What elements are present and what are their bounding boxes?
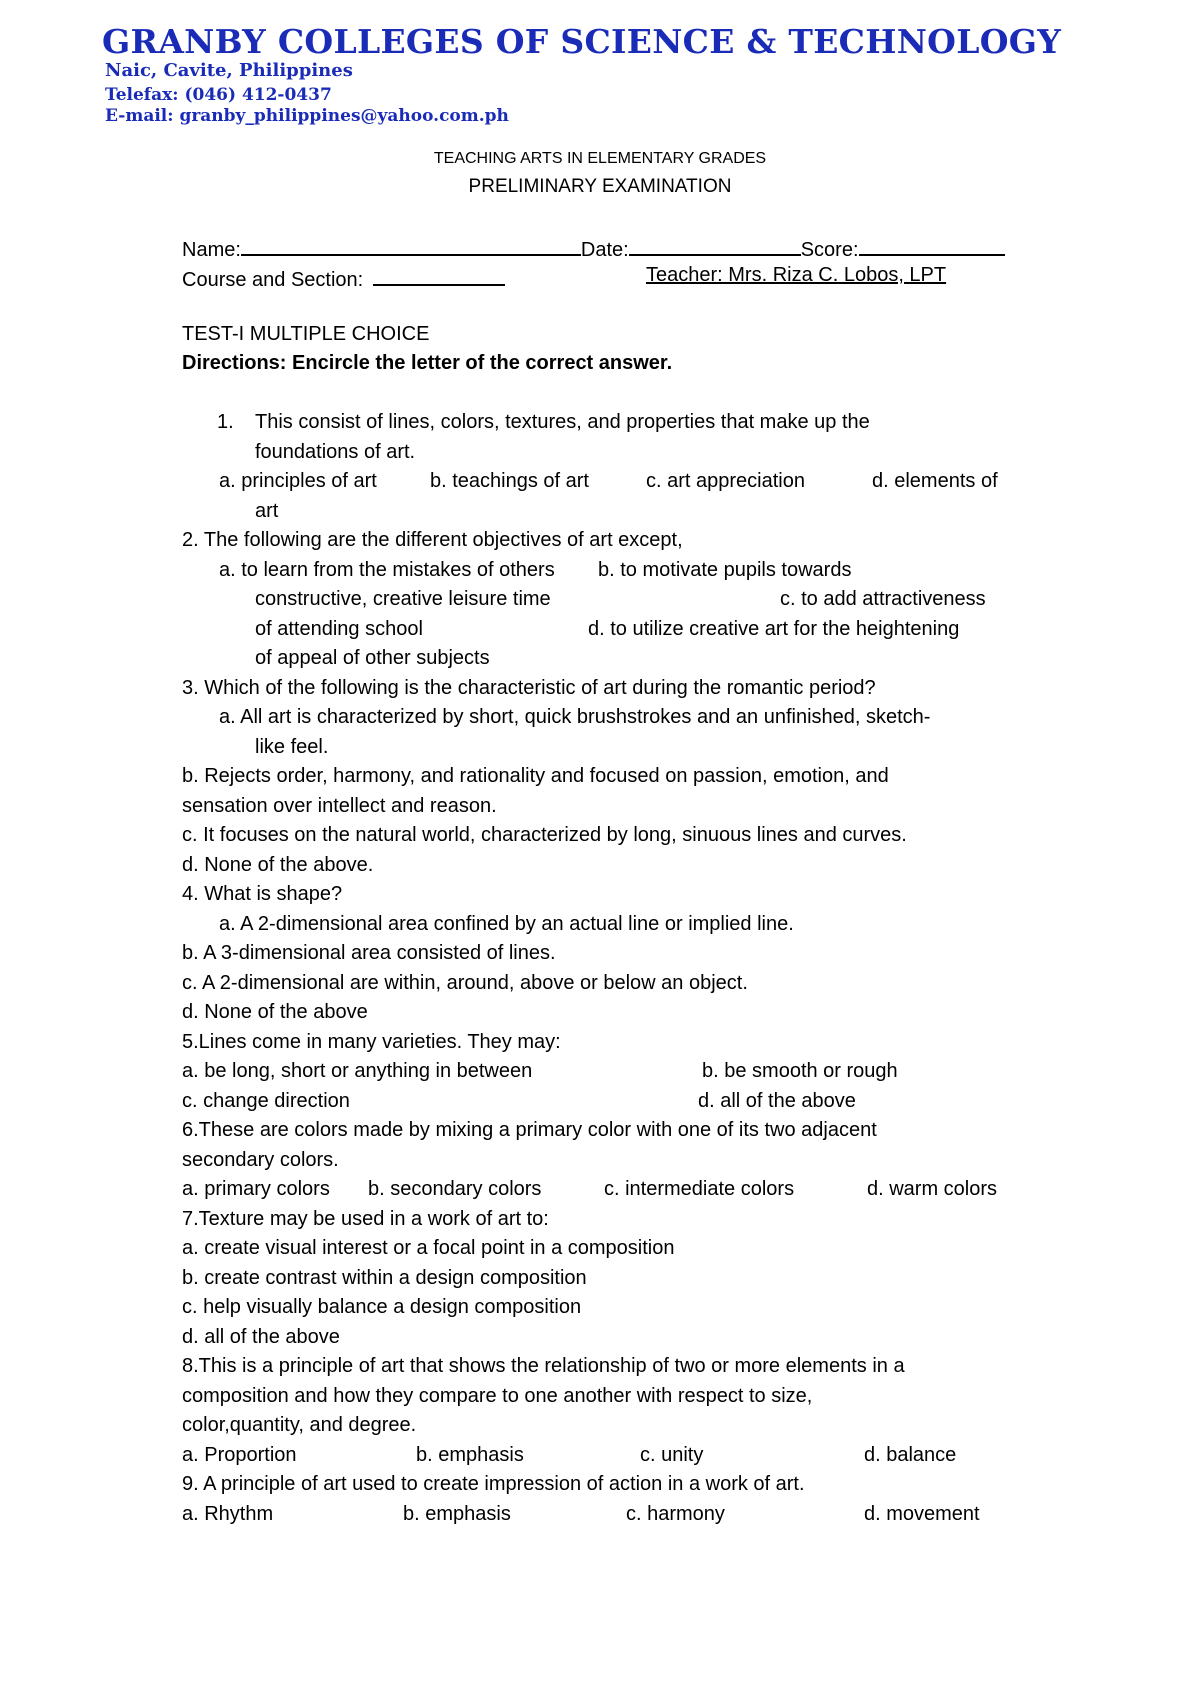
q9-choice-d[interactable]: d. movement xyxy=(864,1503,980,1525)
school-location: Naic, Cavite, Philippines xyxy=(105,60,353,81)
q2-choice-d-cont: of appeal of other subjects xyxy=(255,647,490,669)
q1-choice-a[interactable]: a. principles of art xyxy=(219,470,377,492)
date-label: Date: xyxy=(580,239,629,261)
q3-stem: 3. Which of the following is the characteristic of art during the romantic period? xyxy=(182,677,876,699)
q6-choice-b[interactable]: b. secondary colors xyxy=(368,1178,542,1200)
score-label: Score: xyxy=(800,239,859,261)
q1-choice-c[interactable]: c. art appreciation xyxy=(646,470,805,492)
q7-choice-b[interactable]: b. create contrast within a design composition xyxy=(182,1267,587,1289)
q5-choice-b[interactable]: b. be smooth or rough xyxy=(702,1060,898,1082)
q7-stem: 7.Texture may be used in a work of art to: xyxy=(182,1208,549,1230)
q7-choice-a[interactable]: a. create visual interest or a focal point in a composition xyxy=(182,1237,675,1259)
q4-choice-c[interactable]: c. A 2-dimensional are within, around, above or below an object. xyxy=(182,972,748,994)
subject-title: TEACHING ARTS IN ELEMENTARY GRADES xyxy=(433,150,767,167)
q1-choice-d-cont: art xyxy=(255,500,279,522)
q3-choice-a[interactable]: a. All art is characterized by short, quick brushstrokes and an unfinished, sketch- xyxy=(219,706,931,728)
q1-number: 1. xyxy=(217,411,234,433)
q1-choice-b[interactable]: b. teachings of art xyxy=(430,470,589,492)
school-name: GRANBY COLLEGES OF SCIENCE & TECHNOLOGY xyxy=(102,22,1062,61)
school-telefax: Telefax: (046) 412-0437 xyxy=(105,85,332,105)
q2-choice-a[interactable]: a. to learn from the mistakes of others xyxy=(219,559,555,581)
q8-choice-b[interactable]: b. emphasis xyxy=(416,1444,524,1466)
q3-choice-a-cont: like feel. xyxy=(255,736,329,758)
q8-choice-c[interactable]: c. unity xyxy=(640,1444,704,1466)
test-title: TEST-I MULTIPLE CHOICE xyxy=(182,323,430,345)
q4-choice-b[interactable]: b. A 3-dimensional area consisted of lines. xyxy=(182,942,556,964)
q8-stem: 8.This is a principle of art that shows the relationship of two or more elements in a xyxy=(182,1355,905,1377)
q2-choice-c[interactable]: c. to add attractiveness xyxy=(780,588,986,610)
exam-title: PRELIMINARY EXAMINATION xyxy=(468,176,732,197)
q5-choice-a[interactable]: a. be long, short or anything in between xyxy=(182,1060,533,1082)
school-email: E-mail: granby_philippines@yahoo.com.ph xyxy=(105,106,509,126)
q5-choice-d[interactable]: d. all of the above xyxy=(698,1090,856,1112)
name-field[interactable] xyxy=(182,234,1005,262)
q9-choice-b[interactable]: b. emphasis xyxy=(403,1503,511,1525)
q6-choice-a[interactable]: a. primary colors xyxy=(182,1178,330,1200)
q7-choice-d[interactable]: d. all of the above xyxy=(182,1326,340,1348)
course-blank[interactable] xyxy=(373,264,505,286)
q2-choice-b[interactable]: b. to motivate pupils towards xyxy=(598,559,852,581)
course-field[interactable] xyxy=(182,264,505,292)
q9-choice-a[interactable]: a. Rhythm xyxy=(182,1503,274,1525)
q4-stem: 4. What is shape? xyxy=(182,883,343,905)
q1-stem-cont: foundations of art. xyxy=(255,441,416,463)
q6-stem-cont: secondary colors. xyxy=(182,1149,339,1171)
q6-choice-d[interactable]: d. warm colors xyxy=(867,1178,998,1200)
q7-choice-c[interactable]: c. help visually balance a design composition xyxy=(182,1296,582,1318)
q8-choice-d[interactable]: d. balance xyxy=(864,1444,957,1466)
q2-stem: 2. The following are the different objectives of art except, xyxy=(182,529,683,551)
q1-stem: This consist of lines, colors, textures, and properties that make up the xyxy=(255,411,870,433)
q1-choice-d[interactable]: d. elements of xyxy=(872,470,998,492)
q9-stem: 9. A principle of art used to create impression of action in a work of art. xyxy=(182,1473,805,1495)
q8-choice-a[interactable]: a. Proportion xyxy=(182,1444,297,1466)
date-blank[interactable] xyxy=(629,234,801,256)
q8-stem-cont2: color,quantity, and degree. xyxy=(182,1414,417,1436)
name-blank[interactable] xyxy=(241,234,581,256)
q9-choice-c[interactable]: c. harmony xyxy=(626,1503,725,1525)
test-directions: Directions: Encircle the letter of the correct answer. xyxy=(182,352,673,374)
teacher-name: Teacher: Mrs. Riza C. Lobos, LPT xyxy=(646,264,947,286)
q5-stem: 5.Lines come in many varieties. They may: xyxy=(182,1031,561,1053)
name-label: Name: xyxy=(182,239,241,261)
q2-choice-c-cont: of attending school xyxy=(255,618,423,640)
q8-stem-cont: composition and how they compare to one another with respect to size, xyxy=(182,1385,813,1407)
q4-choice-a[interactable]: a. A 2-dimensional area confined by an actual line or implied line. xyxy=(219,913,794,935)
q3-choice-d[interactable]: d. None of the above. xyxy=(182,854,374,876)
q2-choice-b-cont: constructive, creative leisure time xyxy=(255,588,551,610)
q3-choice-b-cont: sensation over intellect and reason. xyxy=(182,795,497,817)
q3-choice-b[interactable]: b. Rejects order, harmony, and rationality and focused on passion, emotion, and xyxy=(182,765,889,787)
q4-choice-d[interactable]: d. None of the above xyxy=(182,1001,368,1023)
q2-choice-d[interactable]: d. to utilize creative art for the heightening xyxy=(588,618,960,640)
q6-choice-c[interactable]: c. intermediate colors xyxy=(604,1178,795,1200)
course-label: Course and Section: xyxy=(182,269,364,291)
q5-choice-c[interactable]: c. change direction xyxy=(182,1090,350,1112)
score-blank[interactable] xyxy=(859,234,1005,256)
q3-choice-c[interactable]: c. It focuses on the natural world, characterized by long, sinuous lines and curves. xyxy=(182,824,907,846)
q6-stem: 6.These are colors made by mixing a primary color with one of its two adjacent xyxy=(182,1119,877,1141)
